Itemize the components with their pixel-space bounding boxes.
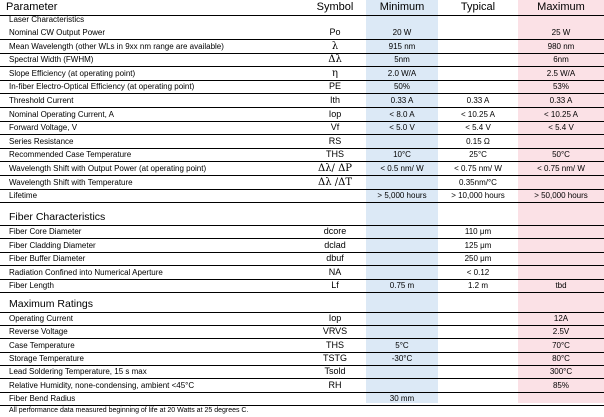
cell-symbol: η (332, 67, 338, 79)
header-symbol: Symbol (316, 1, 354, 13)
cell-max: > 50,000 hours (534, 191, 588, 201)
cell-max: < 5.4 V (548, 123, 574, 133)
cell-symbol: Po (329, 27, 341, 37)
cell-max: 70°C (552, 340, 570, 350)
cell-param: Fiber Core Diameter (9, 227, 82, 236)
cell-param: Wavelength Shift with Temperature (9, 177, 133, 187)
cell-symbol: Vf (330, 122, 340, 133)
cell-typ: < 0.75 nm/ W (454, 164, 502, 173)
table-row (0, 108, 604, 122)
table-row (0, 26, 604, 40)
cell-typ: < 0.12 (466, 267, 490, 277)
footnote: All performance data measured beginning of life at 20 Watts at 25 degrees C. (9, 407, 249, 414)
table-row (0, 80, 604, 94)
cell-typ: 0.33 A (466, 96, 490, 105)
cell-min: 50% (393, 82, 410, 92)
cell-min: < 5.0 V (389, 123, 415, 133)
cell-symbol: Iop (328, 313, 342, 323)
table-row (0, 379, 604, 393)
cell-max: 80°C (552, 353, 570, 363)
table-row (0, 365, 604, 379)
header-minimum: Minimum (379, 1, 425, 13)
table-row (0, 392, 604, 406)
cell-max: 50°C (552, 150, 570, 160)
cell-typ: 0.35nm/°C (459, 177, 497, 187)
cell-max: 0.33 A (549, 96, 573, 105)
cell-param: Fiber Cladding Diameter (9, 240, 96, 250)
table-row (0, 239, 604, 253)
cell-param: Fiber Length (9, 281, 54, 291)
cell-param: Series Resistance (9, 136, 74, 146)
cell-param: Relative Humidity, none-condensing, ambient <45°C (9, 380, 195, 390)
table-row (0, 312, 604, 326)
maximum-ratings-title: Maximum Ratings (9, 298, 94, 310)
cell-min: 10°C (393, 150, 411, 160)
cell-min: -30°C (391, 353, 413, 363)
cell-max: 25 W (551, 28, 571, 37)
table-row (0, 339, 604, 353)
cell-param: In-fiber Electro-Optical Efficiency (at operating point) (9, 82, 195, 92)
table-row (0, 325, 604, 339)
table-row (0, 176, 604, 190)
cell-symbol: Lf (331, 280, 339, 291)
cell-symbol: RH (328, 379, 342, 390)
table-row (0, 189, 604, 203)
table-row (0, 121, 604, 135)
cell-min: 915 nm (388, 41, 416, 51)
cell-param: Threshold Current (9, 96, 74, 105)
cell-param: Fiber Buffer Diameter (9, 254, 86, 264)
cell-max: 6nm (553, 55, 569, 65)
table-row (0, 266, 604, 280)
cell-max: tbd (555, 281, 567, 291)
cell-symbol: VRVS (322, 326, 348, 337)
cell-param: Reverse Voltage (9, 327, 68, 337)
cell-param: Lifetime (9, 191, 38, 201)
table-row (0, 162, 604, 176)
cell-param: Lead Soldering Temperature, 15 s max (9, 367, 147, 377)
cell-param: Forward Voltage, V (9, 123, 78, 133)
cell-min: < 0.5 nm/ W (380, 164, 424, 173)
cell-symbol: Tsold (324, 366, 346, 377)
table-row (0, 40, 604, 54)
table-row (0, 135, 604, 149)
cell-typ: 1.2 m (467, 281, 488, 291)
cell-param: Wavelength Shift with Output Power (at operating point) (9, 164, 207, 173)
cell-param: Radiation Confined into Numerical Aperture (9, 267, 163, 277)
header-parameter: Parameter (6, 1, 58, 13)
table-row (0, 148, 604, 162)
table-row (0, 352, 604, 366)
cell-min: 5nm (394, 55, 410, 65)
table-row (0, 53, 604, 67)
cell-max: 12A (553, 314, 569, 323)
cell-param: Fiber Bend Radius (9, 393, 76, 403)
cell-typ: < 5.4 V (465, 123, 491, 133)
cell-typ: < 10.25 A (460, 109, 496, 119)
cell-max: 2.5 W/A (546, 68, 576, 78)
cell-symbol: Δλ /ΔT (318, 176, 352, 188)
cell-symbol: RS (328, 135, 342, 146)
cell-min: 30 mm (389, 393, 415, 403)
cell-symbol: Iop (328, 108, 342, 119)
cell-symbol: dbuf (326, 253, 344, 264)
cell-typ: > 10,000 hours (451, 191, 505, 201)
cell-symbol: THS (326, 339, 344, 350)
cell-symbol: Ith (329, 95, 340, 105)
laser-characteristics-heading: Laser Characteristics (9, 15, 85, 24)
cell-param: Mean Wavelength (other WLs in 9xx nm range are available) (9, 41, 224, 51)
cell-symbol: λ (331, 40, 339, 52)
cell-max: 53% (552, 82, 569, 92)
cell-max: < 10.25 A (543, 109, 579, 119)
maximum-ratings-heading (0, 296, 604, 313)
cell-max: 300°C (549, 367, 573, 377)
cell-symbol: NA (328, 266, 342, 277)
cell-param: Nominal CW Output Power (9, 28, 106, 37)
fiber-characteristics-title: Fiber Characteristics (9, 211, 106, 223)
table-row (0, 94, 604, 108)
table-row (0, 252, 604, 266)
cell-min: 2.0 W/A (387, 68, 417, 78)
cell-min: 0.33 A (390, 96, 414, 105)
cell-symbol: PE (328, 81, 341, 92)
cell-param: Spectral Width (FWHM) (9, 55, 94, 65)
cell-min: < 8.0 A (389, 109, 415, 119)
cell-typ: 25°C (469, 150, 487, 160)
cell-param: Nominal Operating Current, A (9, 109, 114, 119)
table-row (0, 279, 604, 293)
table-row (0, 225, 604, 239)
cell-symbol: Δλ (328, 54, 342, 66)
cell-max: 85% (552, 380, 569, 390)
header-maximum: Maximum (537, 1, 585, 13)
cell-typ: 250 μm (464, 254, 492, 264)
cell-symbol: Δλ/ ΔP (317, 163, 353, 174)
header-typical: Typical (460, 1, 496, 13)
cell-param: Operating Current (9, 314, 74, 323)
cell-param: Slope Efficiency (at operating point) (9, 68, 136, 78)
table-row (0, 67, 604, 81)
cell-max: < 0.75 nm/ W (537, 164, 585, 173)
cell-param: Recommended Case Temperature (9, 150, 132, 160)
cell-typ: 110 μm (464, 227, 492, 236)
table-header (0, 0, 604, 16)
cell-typ: 0.15 Ω (466, 136, 490, 146)
cell-min: 20 W (392, 28, 412, 37)
cell-min: 5°C (395, 340, 409, 350)
cell-min: > 5,000 hours (377, 191, 427, 201)
cell-typ: 125 μm (464, 240, 492, 250)
cell-max: 2.5V (552, 327, 570, 337)
cell-symbol: TSTG (323, 352, 347, 363)
cell-symbol: THS (326, 149, 344, 160)
fiber-characteristics-heading (0, 209, 604, 226)
cell-min: 0.75 m (389, 281, 415, 291)
cell-symbol: dclad (324, 239, 346, 250)
cell-param: Storage Temperature (9, 353, 85, 363)
cell-max: 980 nm (547, 41, 575, 51)
cell-symbol: dcore (323, 226, 347, 236)
cell-param: Case Temperature (9, 340, 75, 350)
